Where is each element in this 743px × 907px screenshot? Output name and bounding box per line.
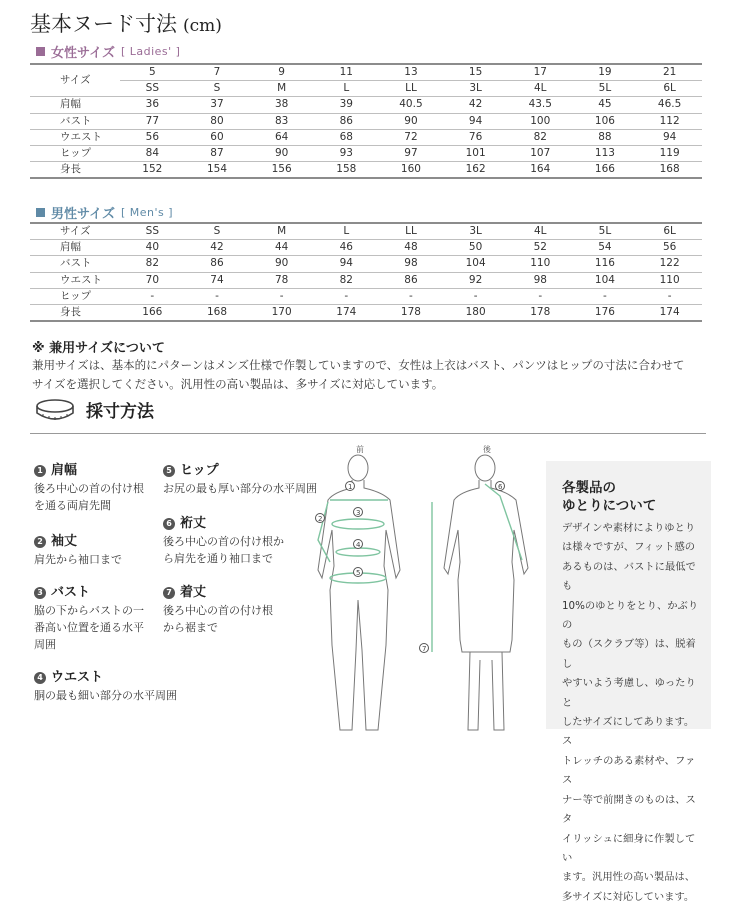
table-cell: 119	[637, 145, 702, 161]
table-cell: -	[637, 288, 702, 304]
table-cell: 86	[185, 256, 250, 272]
table-cell: L	[314, 81, 379, 97]
measure-item-desc: 後ろ中心の首の付け根か	[163, 535, 284, 548]
table-cell: 4L	[508, 81, 573, 97]
ease-info-line: デザインや素材によりゆとり	[562, 522, 696, 534]
table-cell: 56	[637, 240, 702, 256]
table-cell: 98	[508, 272, 573, 288]
number-circle-icon: 1	[34, 465, 46, 477]
table-cell: 72	[379, 129, 444, 145]
table-cell: 70	[120, 272, 185, 288]
table-cell: 92	[443, 272, 508, 288]
table-cell: 110	[508, 256, 573, 272]
table-cell: 122	[637, 256, 702, 272]
size-number-cell: 19	[573, 64, 638, 81]
size-number-cell: 11	[314, 64, 379, 81]
ladies-size-table	[30, 63, 702, 179]
measure-item-desc: ら肩先を通り袖口まで	[163, 552, 273, 565]
table-cell: 5L	[573, 223, 638, 240]
table-cell: 93	[314, 145, 379, 161]
table-cell: 64	[249, 129, 314, 145]
table-cell: 170	[249, 304, 314, 321]
table-cell: 116	[573, 256, 638, 272]
table-row	[30, 97, 702, 113]
ease-info-line: ナー等で前開きのものは、スタ	[562, 793, 696, 826]
table-cell: 112	[637, 113, 702, 129]
number-circle-icon: 7	[163, 587, 175, 599]
size-number-cell: 21	[637, 64, 702, 81]
measure-item-title: ヒップ	[180, 463, 219, 478]
ladies-heading-text: 女性サイズ	[51, 46, 115, 61]
table-row	[30, 240, 702, 256]
measure-item	[34, 533, 122, 568]
table-cell: -	[185, 288, 250, 304]
table-cell: 52	[508, 240, 573, 256]
table-cell: 164	[508, 162, 573, 179]
mens-heading-en: [ Men's ]	[120, 206, 174, 219]
table-cell: 43.5	[508, 97, 573, 113]
measure-item-desc: 胴の最も細い部分の水平周囲	[34, 689, 177, 702]
table-cell: 46	[314, 240, 379, 256]
table-cell: 90	[379, 113, 444, 129]
ease-info-line: あるものは、バストに最低でも	[562, 560, 696, 593]
table-cell: 88	[573, 129, 638, 145]
table-cell: 166	[573, 162, 638, 179]
table-cell: 156	[249, 162, 314, 179]
ease-info-box	[546, 461, 711, 903]
measure-item-desc: 脇の下からバストの一	[34, 604, 144, 617]
marker-7: 7	[422, 645, 427, 653]
ladies-heading	[36, 42, 180, 61]
table-cell: 94	[637, 129, 702, 145]
table-cell: M	[249, 223, 314, 240]
marker-3: 3	[356, 509, 361, 517]
title-unit: (cm)	[183, 16, 222, 36]
square-icon	[36, 47, 45, 56]
measure-item-heading	[34, 462, 144, 479]
measure-item-desc: 番高い位置を通る水平	[34, 621, 144, 634]
table-cell: 176	[573, 304, 638, 321]
square-icon	[36, 208, 45, 217]
number-circle-icon: 6	[163, 518, 175, 530]
marker-1: 1	[348, 483, 353, 491]
measure-item	[163, 515, 284, 567]
table-cell: -	[443, 288, 508, 304]
table-cell: 50	[443, 240, 508, 256]
ease-info-line: イリッシュに細身に作製してい	[562, 832, 696, 864]
size-number-cell: 9	[249, 64, 314, 81]
table-cell: 90	[249, 256, 314, 272]
ease-info-line: もの（スクラブ等）は、脱着し	[562, 638, 696, 670]
ease-info-line: 多サイズに対応しています。	[562, 890, 695, 903]
measure-item	[163, 462, 317, 497]
ease-info-line: トレッチのある素材や、ファス	[562, 754, 696, 787]
row-label: ヒップ	[30, 145, 120, 161]
table-cell: 154	[185, 162, 250, 179]
table-cell: 4L	[508, 223, 573, 240]
table-cell: 38	[249, 97, 314, 113]
table-cell: S	[185, 81, 250, 97]
table-cell: 113	[573, 145, 638, 161]
mens-heading-text: 男性サイズ	[51, 207, 115, 222]
table-row	[30, 272, 702, 288]
marker-6: 6	[498, 483, 503, 491]
table-cell: 97	[379, 145, 444, 161]
mens-heading	[36, 203, 173, 222]
table-cell: 90	[249, 145, 314, 161]
measure-item-title: 裄丈	[180, 516, 207, 531]
back-figure	[444, 455, 528, 730]
table-cell: 60	[185, 129, 250, 145]
table-row	[30, 304, 702, 321]
body-figures-illustration	[300, 440, 540, 740]
measure-item-desc: 後ろ中心の首の付け根	[163, 604, 273, 617]
measure-item-desc: を通る両肩先間	[34, 499, 111, 512]
page-title	[30, 8, 222, 38]
table-cell: 3L	[443, 81, 508, 97]
table-cell: 110	[637, 272, 702, 288]
table-cell: 178	[508, 304, 573, 321]
table-cell: LL	[379, 81, 444, 97]
ladies-heading-en: [ Ladies' ]	[120, 45, 181, 58]
unisex-note-body	[32, 356, 722, 394]
measure-item-desc: から裾まで	[163, 621, 218, 634]
marker-2: 2	[318, 515, 323, 523]
ease-info-line: ます。汎用性の高い製品は、	[562, 871, 696, 884]
measure-item-title: 袖丈	[51, 534, 78, 549]
table-row	[30, 81, 702, 97]
marker-4: 4	[356, 541, 361, 549]
front-label: 前	[356, 445, 364, 454]
size-number-cell: 5	[120, 64, 185, 81]
table-cell: -	[379, 288, 444, 304]
mens-size-table	[30, 222, 702, 322]
table-cell: 94	[314, 256, 379, 272]
measure-guides	[318, 500, 388, 583]
note-line: サイズを選択してください。汎用性の高い製品は、多サイズに対応しています。	[32, 377, 444, 391]
table-cell: L	[314, 223, 379, 240]
table-cell: 46.5	[637, 97, 702, 113]
table-cell: 83	[249, 113, 314, 129]
back-guides	[432, 484, 522, 652]
table-cell: -	[120, 288, 185, 304]
table-cell: 40.5	[379, 97, 444, 113]
measure-item-title: バスト	[51, 585, 91, 600]
row-label: バスト	[30, 256, 120, 272]
table-cell: 39	[314, 97, 379, 113]
table-cell: 82	[508, 129, 573, 145]
measure-item-heading	[34, 584, 144, 601]
title-text: 基本ヌード寸法	[30, 12, 177, 36]
table-cell: 152	[120, 162, 185, 179]
table-cell: 48	[379, 240, 444, 256]
ease-info-line: は様々ですが、フィット感の	[562, 541, 696, 554]
table-cell: 87	[185, 145, 250, 161]
table-cell: 56	[120, 129, 185, 145]
row-label: サイズ	[30, 64, 120, 97]
table-cell: -	[573, 288, 638, 304]
unisex-note-heading: ※ 兼用サイズについて	[32, 341, 165, 356]
front-figure	[318, 455, 400, 730]
table-cell: LL	[379, 223, 444, 240]
table-row	[30, 113, 702, 129]
table-cell: 166	[120, 304, 185, 321]
row-label: ウエスト	[30, 272, 120, 288]
measure-item-title: ウエスト	[51, 670, 104, 685]
table-cell: 40	[120, 240, 185, 256]
measure-item-title: 着丈	[180, 585, 207, 600]
table-cell: 36	[120, 97, 185, 113]
table-cell: 178	[379, 304, 444, 321]
table-cell: 44	[249, 240, 314, 256]
measure-item-heading	[163, 462, 317, 479]
row-label: 肩幅	[30, 240, 120, 256]
measure-item	[34, 669, 177, 704]
measure-item-heading	[34, 669, 177, 686]
table-cell: 158	[314, 162, 379, 179]
measure-heading-text: 採寸方法	[86, 401, 154, 422]
measure-item	[34, 584, 144, 653]
table-cell: 76	[443, 129, 508, 145]
table-cell: 77	[120, 113, 185, 129]
row-label: バスト	[30, 113, 120, 129]
measure-item-desc: 後ろ中心の首の付け根	[34, 482, 144, 495]
table-cell: 84	[120, 145, 185, 161]
table-row	[30, 223, 702, 240]
table-cell: 104	[443, 256, 508, 272]
table-cell: 42	[443, 97, 508, 113]
measure-item	[163, 584, 273, 636]
table-row	[30, 256, 702, 272]
table-cell: 180	[443, 304, 508, 321]
ease-info-body	[562, 519, 702, 907]
table-cell: -	[508, 288, 573, 304]
ease-title-line: ゆとりについて	[562, 498, 657, 514]
marker-5: 5	[356, 569, 361, 577]
measure-item-desc: 周囲	[34, 638, 56, 651]
measure-item-desc: 肩先から袖口まで	[34, 553, 122, 566]
table-cell: 80	[185, 113, 250, 129]
table-cell: 82	[314, 272, 379, 288]
table-cell: 3L	[443, 223, 508, 240]
number-circle-icon: 4	[34, 672, 46, 684]
measure-heading	[34, 396, 154, 422]
table-cell: 78	[249, 272, 314, 288]
row-label: ヒップ	[30, 288, 120, 304]
table-cell: 37	[185, 97, 250, 113]
table-cell: 174	[314, 304, 379, 321]
row-label: ウエスト	[30, 129, 120, 145]
table-cell: 160	[379, 162, 444, 179]
note-line: 兼用サイズは、基本的にパターンはメンズ仕様で作製していますので、女性は上衣はバスト、パンツはヒップの寸法に合わせて	[32, 358, 685, 372]
table-cell: 74	[185, 272, 250, 288]
size-number-cell: 7	[185, 64, 250, 81]
ease-title-line: 各製品の	[562, 480, 616, 496]
measure-item-heading	[34, 533, 122, 550]
table-cell: 100	[508, 113, 573, 129]
table-cell: M	[249, 81, 314, 97]
number-circle-icon: 5	[163, 465, 175, 477]
table-row	[30, 129, 702, 145]
ease-info-line: やすいよう考慮し、ゆったりと	[562, 677, 696, 709]
measure-item-desc: お尻の最も厚い部分の水平周囲	[163, 482, 317, 495]
table-cell: 104	[573, 272, 638, 288]
measure-item-heading	[163, 584, 273, 601]
table-cell: 101	[443, 145, 508, 161]
table-row	[30, 162, 702, 179]
measure-item-heading	[163, 515, 284, 532]
table-cell: SS	[120, 81, 185, 97]
table-cell: -	[249, 288, 314, 304]
row-label: 身長	[30, 304, 120, 321]
row-label: 身長	[30, 162, 120, 179]
measure-item	[34, 462, 144, 514]
table-cell: 168	[185, 304, 250, 321]
table-cell: 86	[379, 272, 444, 288]
measure-item-title: 肩幅	[51, 463, 78, 478]
number-circle-icon: 2	[34, 536, 46, 548]
table-cell: 94	[443, 113, 508, 129]
table-cell: 168	[637, 162, 702, 179]
back-label: 後	[483, 445, 491, 454]
table-cell: 107	[508, 145, 573, 161]
tape-measure-icon	[34, 396, 76, 422]
table-cell: 162	[443, 162, 508, 179]
number-circle-icon: 3	[34, 587, 46, 599]
size-number-cell: 13	[379, 64, 444, 81]
table-cell: 106	[573, 113, 638, 129]
size-number-cell: 17	[508, 64, 573, 81]
divider	[30, 433, 706, 434]
table-cell: S	[185, 223, 250, 240]
ease-info-line: したサイズにしてあります。ス	[562, 716, 695, 748]
ease-info-title	[562, 479, 656, 515]
table-row	[30, 145, 702, 161]
table-cell: 82	[120, 256, 185, 272]
ease-info-line: 10%のゆとりをとり、かぶりの	[562, 599, 699, 632]
row-label: 肩幅	[30, 97, 120, 113]
table-cell: 6L	[637, 81, 702, 97]
table-cell: -	[314, 288, 379, 304]
table-row	[30, 288, 702, 304]
table-cell: 54	[573, 240, 638, 256]
size-number-row	[30, 64, 702, 81]
table-cell: 86	[314, 113, 379, 129]
table-cell: 6L	[637, 223, 702, 240]
table-cell: SS	[120, 223, 185, 240]
table-cell: 45	[573, 97, 638, 113]
table-cell: 68	[314, 129, 379, 145]
table-cell: 174	[637, 304, 702, 321]
row-label: サイズ	[30, 223, 120, 240]
table-cell: 42	[185, 240, 250, 256]
figure-markers	[316, 482, 505, 654]
table-cell: 98	[379, 256, 444, 272]
table-cell: 5L	[573, 81, 638, 97]
size-number-cell: 15	[443, 64, 508, 81]
